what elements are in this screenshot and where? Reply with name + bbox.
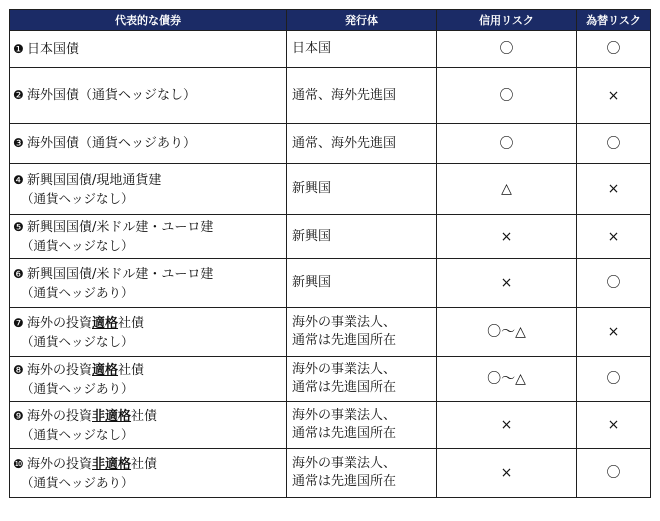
header-row xyxy=(10,10,651,31)
issuer-text: 通常、海外先進国 xyxy=(292,87,397,103)
credit-risk-mark: × xyxy=(437,215,577,259)
fx-risk-mark: 〇 xyxy=(577,357,651,402)
issuer-text-line2: 通常は先進国所在 xyxy=(292,474,397,489)
bond-name-cell xyxy=(10,68,287,124)
header-issuer: 発行体 xyxy=(287,10,437,31)
bond-name: 新興国国債/米ドル建・ユーロ建 xyxy=(27,220,214,235)
fx-risk-mark: × xyxy=(577,215,651,259)
row-number-badge: ❼ xyxy=(13,315,24,330)
table-row xyxy=(10,68,651,124)
hedge-note: （通貨ヘッジなし） xyxy=(21,190,134,206)
table-row xyxy=(10,124,651,164)
bond-name-cell xyxy=(10,31,287,68)
bond-name: 海外国債（通貨ヘッジなし） xyxy=(27,88,197,103)
issuer-text: 海外の事業法人、 xyxy=(292,315,397,330)
fx-risk-mark: × xyxy=(577,68,651,124)
bond-name-cell xyxy=(10,215,287,259)
bond-name: 新興国国債/米ドル建・ユーロ建 xyxy=(27,266,214,282)
row-number-badge: ❸ xyxy=(13,136,24,150)
credit-risk-mark: × xyxy=(437,259,577,308)
issuer-text-line2: 通常は先進国所在 xyxy=(292,380,397,395)
issuer-text: 通常、海外先進国 xyxy=(292,135,397,151)
row-number-badge: ❶ xyxy=(13,41,24,56)
bond-name-line xyxy=(13,42,79,57)
hedge-note: （通貨ヘッジあり） xyxy=(21,380,134,396)
bond-name-suffix: 社債 xyxy=(131,408,158,424)
credit-risk-mark: 〇～△ xyxy=(437,357,577,402)
issuer-cell xyxy=(287,31,437,68)
bond-name: 海外の投資 xyxy=(27,315,93,331)
credit-risk-mark: 〇 xyxy=(437,124,577,164)
table-row xyxy=(10,449,651,498)
bond-name-cell xyxy=(10,308,287,357)
bond-name-cell xyxy=(10,357,287,402)
credit-risk-mark: × xyxy=(437,402,577,449)
table-row xyxy=(10,402,651,449)
table-row xyxy=(10,308,651,357)
credit-risk-mark: × xyxy=(437,449,577,498)
issuer-cell xyxy=(287,308,437,357)
issuer-cell xyxy=(287,124,437,164)
bond-name-cell xyxy=(10,124,287,164)
bond-name-cell xyxy=(10,164,287,215)
bond-risk-table-wrapper xyxy=(9,9,651,498)
fx-risk-mark: 〇 xyxy=(577,449,651,498)
hedge-note: （通貨ヘッジなし） xyxy=(21,238,134,253)
bond-name-line xyxy=(13,220,213,235)
hedge-note: （通貨ヘッジなし） xyxy=(21,426,134,442)
bond-name-suffix: 社債 xyxy=(131,456,158,472)
bond-name: 海外の投資 xyxy=(27,456,93,472)
bond-grade-emphasis: 適格 xyxy=(92,362,119,378)
issuer-text: 日本国 xyxy=(292,41,332,56)
bond-name-line xyxy=(13,173,161,188)
row-number-badge: ❿ xyxy=(13,456,24,471)
bond-name-line xyxy=(13,136,196,151)
table-body xyxy=(10,31,651,498)
credit-risk-mark: 〇～△ xyxy=(437,308,577,357)
bond-name-line xyxy=(13,363,144,378)
issuer-text: 新興国 xyxy=(292,181,332,196)
issuer-text: 新興国 xyxy=(292,228,332,244)
bond-name-line xyxy=(13,409,157,424)
bond-name-suffix: 社債 xyxy=(118,362,145,378)
hedge-note: （通貨ヘッジあり） xyxy=(21,474,134,490)
header-bond: 代表的な債券 xyxy=(10,10,287,31)
table-row xyxy=(10,259,651,308)
table-row xyxy=(10,215,651,259)
row-number-badge: ❽ xyxy=(13,362,24,377)
row-number-badge: ❻ xyxy=(13,266,24,281)
bond-name-cell xyxy=(10,402,287,449)
fx-risk-mark: 〇 xyxy=(577,31,651,68)
bond-name: 新興国国債/現地通貨建 xyxy=(27,172,162,188)
issuer-text: 海外の事業法人、 xyxy=(292,408,397,423)
bond-grade-emphasis: 非適格 xyxy=(92,408,132,424)
bond-name: 海外の投資 xyxy=(27,362,93,378)
bond-name-line xyxy=(13,457,157,472)
row-number-badge: ❹ xyxy=(13,172,24,187)
bond-name-line xyxy=(13,88,196,103)
issuer-cell xyxy=(287,402,437,449)
bond-name-suffix: 社債 xyxy=(118,315,145,331)
table-row xyxy=(10,164,651,215)
fx-risk-mark: 〇 xyxy=(577,124,651,164)
credit-risk-mark: 〇 xyxy=(437,31,577,68)
bond-name: 海外の投資 xyxy=(27,408,93,424)
issuer-cell xyxy=(287,164,437,215)
bond-name-line xyxy=(13,267,213,282)
row-number-badge: ❾ xyxy=(13,408,24,423)
issuer-cell xyxy=(287,449,437,498)
issuer-cell xyxy=(287,68,437,124)
credit-risk-mark: △ xyxy=(437,164,577,215)
issuer-text-line2: 通常は先進国所在 xyxy=(292,333,397,348)
bond-name: 日本国債 xyxy=(27,41,80,57)
issuer-cell xyxy=(287,259,437,308)
issuer-text: 海外の事業法人、 xyxy=(292,456,397,471)
bond-risk-table xyxy=(9,9,651,498)
bond-grade-emphasis: 非適格 xyxy=(92,456,132,472)
bond-name-line xyxy=(13,316,144,331)
bond-name: 海外国債（通貨ヘッジあり） xyxy=(27,136,197,151)
bond-name-cell xyxy=(10,449,287,498)
issuer-cell xyxy=(287,215,437,259)
hedge-note: （通貨ヘッジなし） xyxy=(21,333,134,349)
bond-grade-emphasis: 適格 xyxy=(92,315,119,331)
fx-risk-mark: × xyxy=(577,308,651,357)
fx-risk-mark: 〇 xyxy=(577,259,651,308)
hedge-note: （通貨ヘッジあり） xyxy=(21,284,134,300)
bond-name-cell xyxy=(10,259,287,308)
credit-risk-mark: 〇 xyxy=(437,68,577,124)
header-fx-risk: 為替リスク xyxy=(577,10,651,31)
table-row xyxy=(10,357,651,402)
fx-risk-mark: × xyxy=(577,164,651,215)
row-number-badge: ❺ xyxy=(13,220,24,234)
fx-risk-mark: × xyxy=(577,402,651,449)
issuer-text-line2: 通常は先進国所在 xyxy=(292,426,397,441)
header-credit-risk: 信用リスク xyxy=(437,10,577,31)
issuer-text: 新興国 xyxy=(292,275,332,290)
table-row xyxy=(10,31,651,68)
row-number-badge: ❷ xyxy=(13,88,24,102)
issuer-text: 海外の事業法人、 xyxy=(292,362,397,377)
issuer-cell xyxy=(287,357,437,402)
